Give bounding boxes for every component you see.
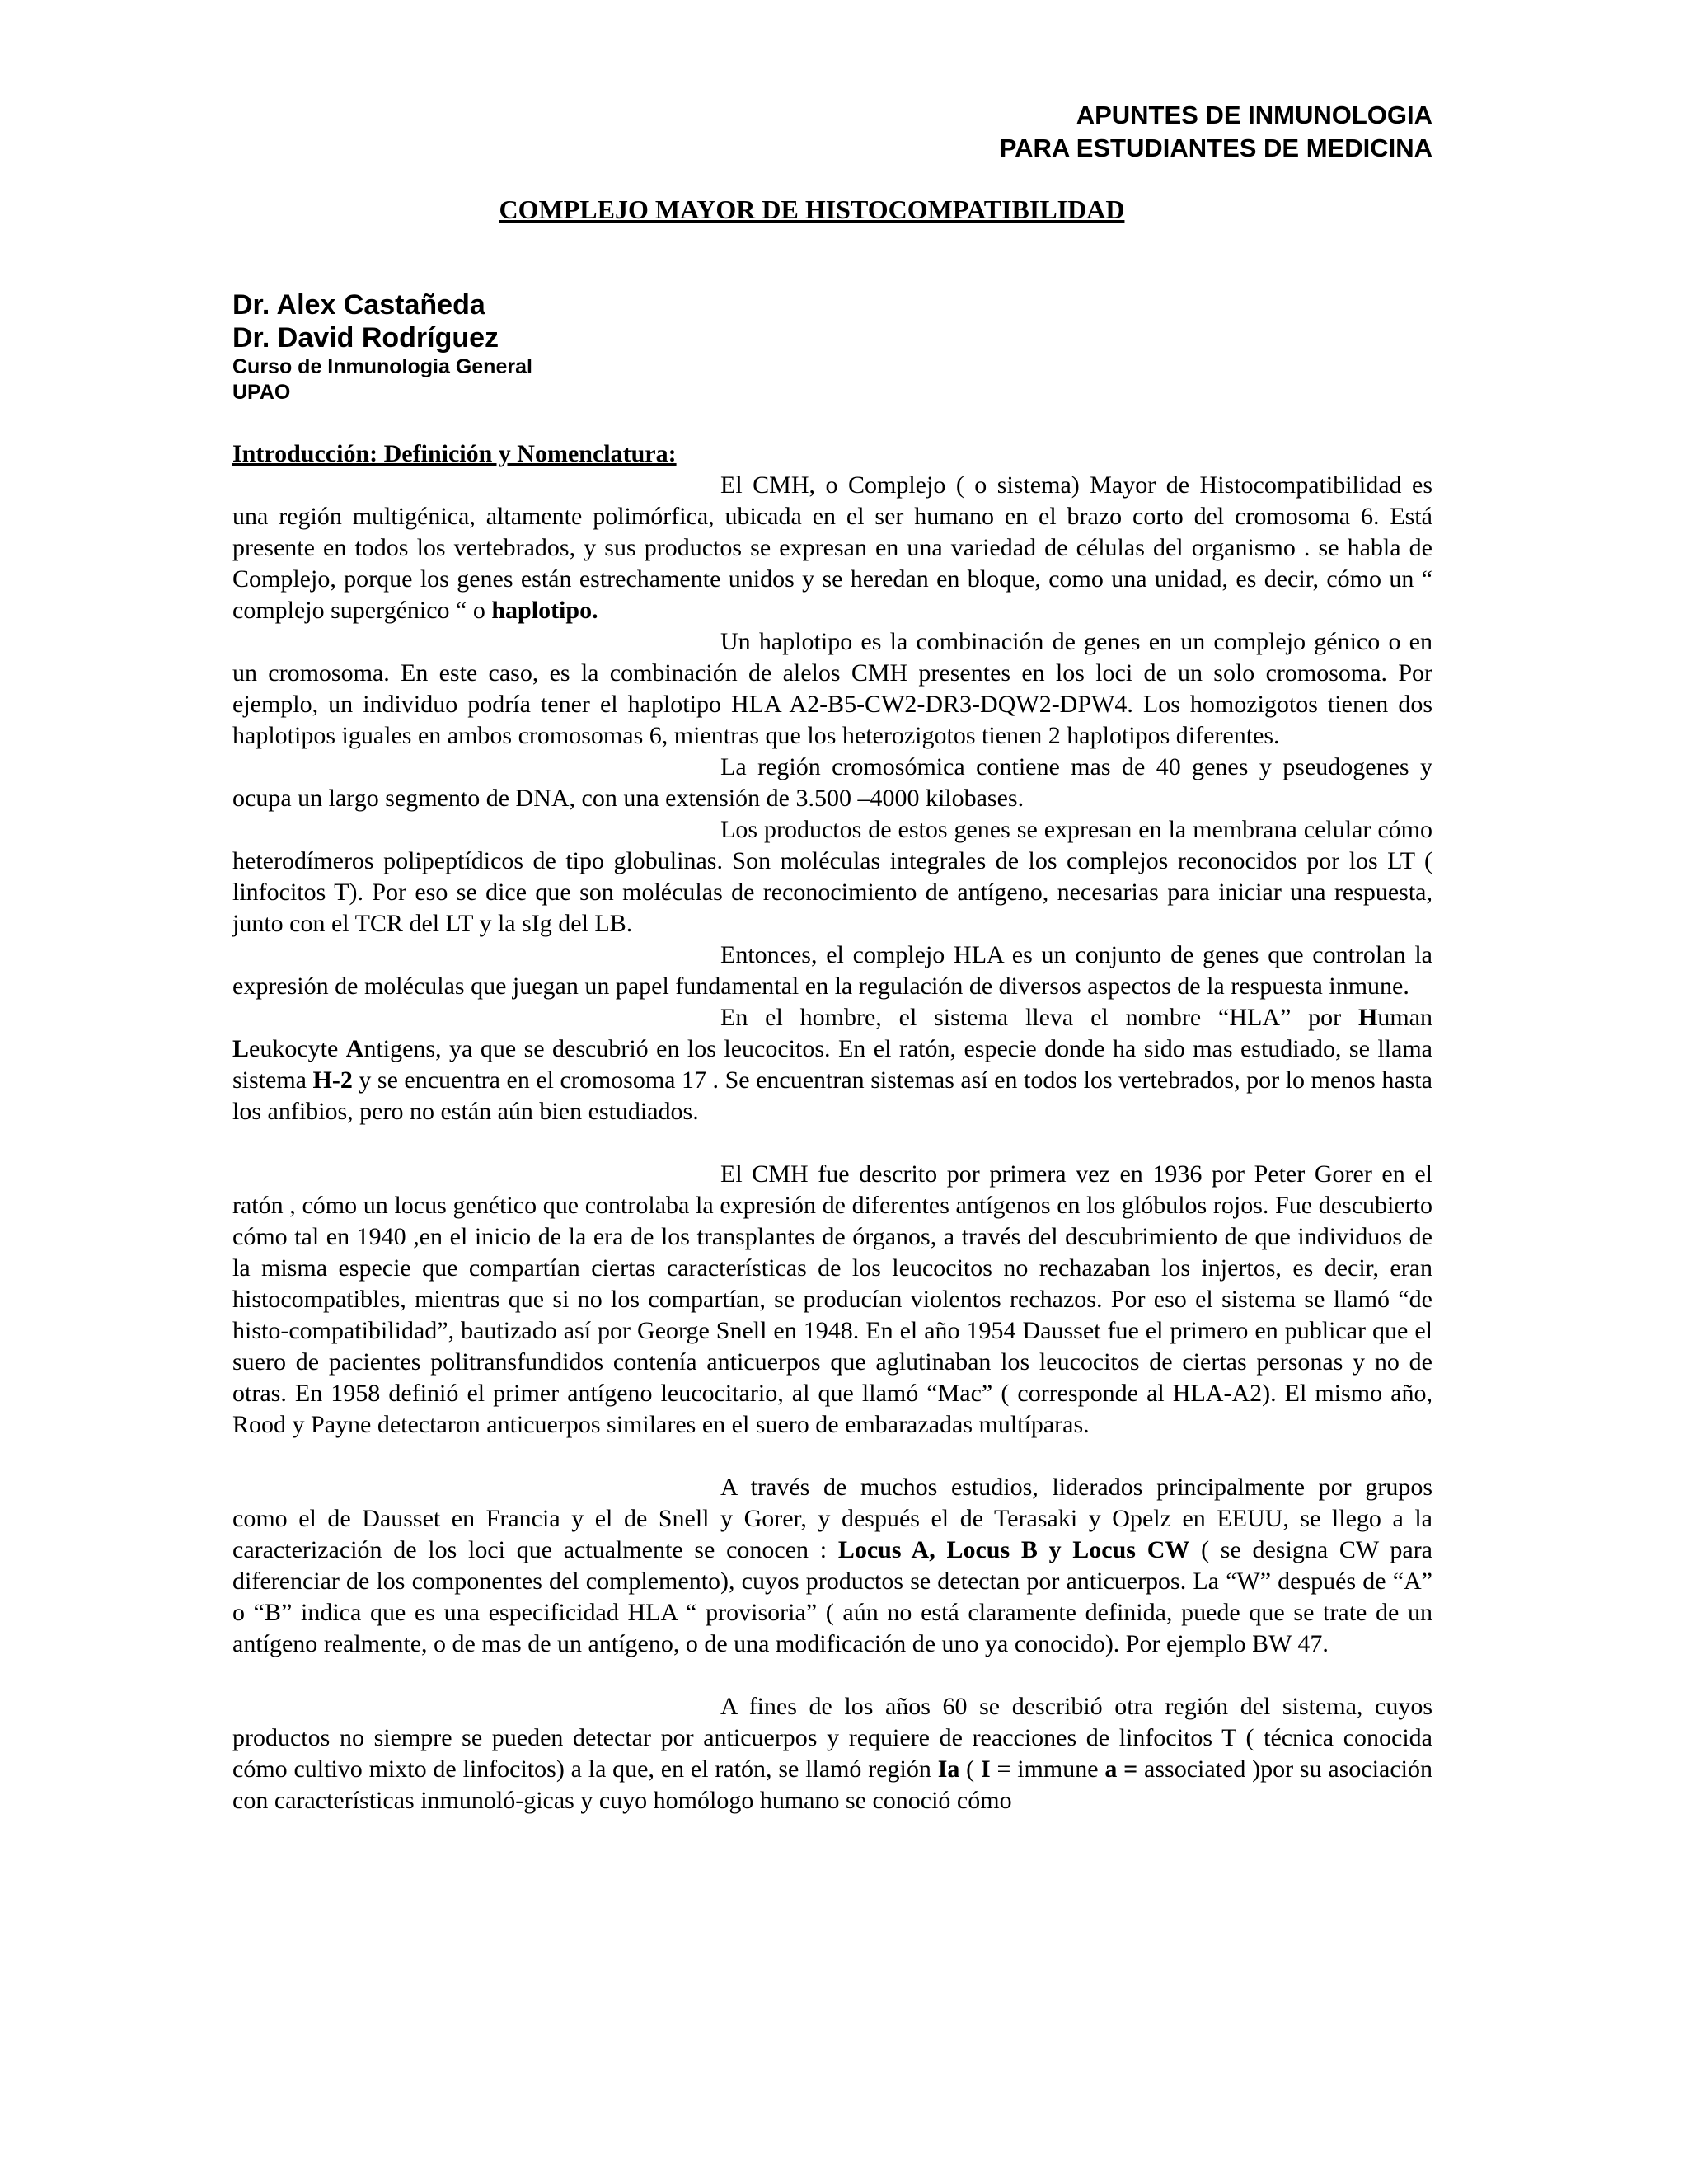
section-heading: Introducción: Definición y Nomenclatura: — [232, 440, 677, 467]
paragraph: Entonces, el complejo HLA es un conjunto de genes que controlan la expresión de moléculas que juegan un papel fundamental en la regulación de diversos aspectos de la respuesta inmune. — [232, 941, 1432, 1000]
paragraph: Un haplotipo es la combinación de genes en un complejo génico o en un cromosoma. En este caso, es la combinación de alelos CMH presentes en los loci de un solo cromosoma. Por ejemplo, un individuo podría tener el haplotipo HLA A2-B5-CW2-DR3-DQW2-DPW4. Los homozigotos tienen dos haplotipos iguales en ambos cromosomas 6, mientras que los heterozigotos tienen 2 haplotipos diferentes. — [232, 628, 1432, 749]
paragraph: A fines de los años 60 se describió otra región del sistema, cuyos productos no siempre se pueden detectar por anticuerpos y requiere de reacciones de linfocitos T ( técnica conocida cómo cultivo mixto de linfocitos) a la que, en el ratón, se llamó región Ia ( I = immune a = associated )por su asociación con características inmunoló-gicas y cuyo homólogo humano se conoció cómo — [232, 1693, 1432, 1814]
paragraph: A través de muchos estudios, liderados principalmente por grupos como el de Dausset en Francia y el de Snell y Gorer, y después el de Terasaki y Opelz en EEUU, se llego a la caracterización de los loci que actualmente se conocen : Locus A, Locus B y Locus CW ( se designa CW para diferenciar de los componentes del complemento), cuyos productos se detectan por anticuerpos. La “W” después de “A” o “B” indica que es una especificidad HLA “ provisoria” ( aún no está claramente definida, puede que se trate de un antígeno realmente, o de mas de un antígeno, o de una modificación de uno ya conocido). Por ejemplo BW 47. — [232, 1474, 1432, 1657]
body-text — [232, 438, 1432, 1816]
paragraph: La región cromosómica contiene mas de 40 genes y pseudogenes y ocupa un largo segmento de DNA, con una extensión de 3.500 –4000 kilobases. — [232, 753, 1432, 812]
author-1: Dr. Alex Castañeda — [232, 289, 485, 321]
author-2: Dr. David Rodríguez — [232, 322, 499, 354]
header-line-2: PARA ESTUDIANTES DE MEDICINA — [999, 134, 1432, 162]
paragraph: En el hombre, el sistema lleva el nombre “HLA” por Human Leukocyte Antigens, ya que se descubrió en los leucocitos. En el ratón, especie donde ha sido mas estudiado, se llama sistema H-2 y se encuentra en el cromosoma 17 . Se encuentran sistemas así en todos los vertebrados, por lo menos hasta los anfibios, pero no están aún bien estudiados. — [232, 1004, 1433, 1125]
document-title: COMPLEJO MAYOR DE HISTOCOMPATIBILIDAD — [499, 194, 1125, 224]
header-line-1: APUNTES DE INMUNOLOGIA — [1076, 101, 1432, 129]
paragraph: Los productos de estos genes se expresan en la membrana celular cómo heterodímeros polipeptídicos de tipo globulinas. Son moléculas integrales de los complejos reconocidos por los LT ( linfocitos T). Por eso se dice que son moléculas de reconocimiento de antígeno, necesarias para iniciar una respuesta, junto con el TCR del LT y la sIg del LB. — [232, 816, 1432, 937]
document-header — [1000, 99, 1432, 165]
author-block — [232, 288, 532, 405]
course-name: Curso de Inmunologia General — [232, 355, 532, 378]
institution-name: UPAO — [232, 381, 291, 404]
paragraph: El CMH fue descrito por primera vez en 1936 por Peter Gorer en el ratón , cómo un locus genético que controlaba la expresión de diferentes antígenos en los glóbulos rojos. Fue descubierto cómo tal en 1940 ,en el inicio de la era de los transplantes de órganos, a través del descubrimiento de que individuos de la misma especie que compartían ciertas características de los leucocitos no rechazaban los injertos, es decir, eran histocompatibles, mientras que si no los compartían, se producían violentos rechazos. Por eso el sistema se llamó “de histo-compatibilidad”, bautizado así por George Snell en 1948. En el año 1954 Dausset fue el primero en publicar que el suero de pacientes politransfundidos contenía anticuerpos que aglutinaban los leucocitos de ciertas personas y no de otras. En 1958 definió el primer antígeno leucocitario, al que llamó “Mac” ( corresponde al HLA-A2). El mismo año, Rood y Payne detectaron anticuerpos similares en el suero de embarazadas multíparas. — [232, 1160, 1432, 1438]
paragraph: El CMH, o Complejo ( o sistema) Mayor de Histocompatibilidad es una región multigénica, altamente polimórfica, ubicada en el ser humano en el brazo corto del cromosoma 6. Está presente en todos los vertebrados, y sus productos se expresan en una variedad de células del organismo . se habla de Complejo, porque los genes están estrechamente unidos y se heredan en bloque, como una unidad, es decir, cómo un “ complejo supergénico “ o haplotipo. — [232, 471, 1432, 624]
